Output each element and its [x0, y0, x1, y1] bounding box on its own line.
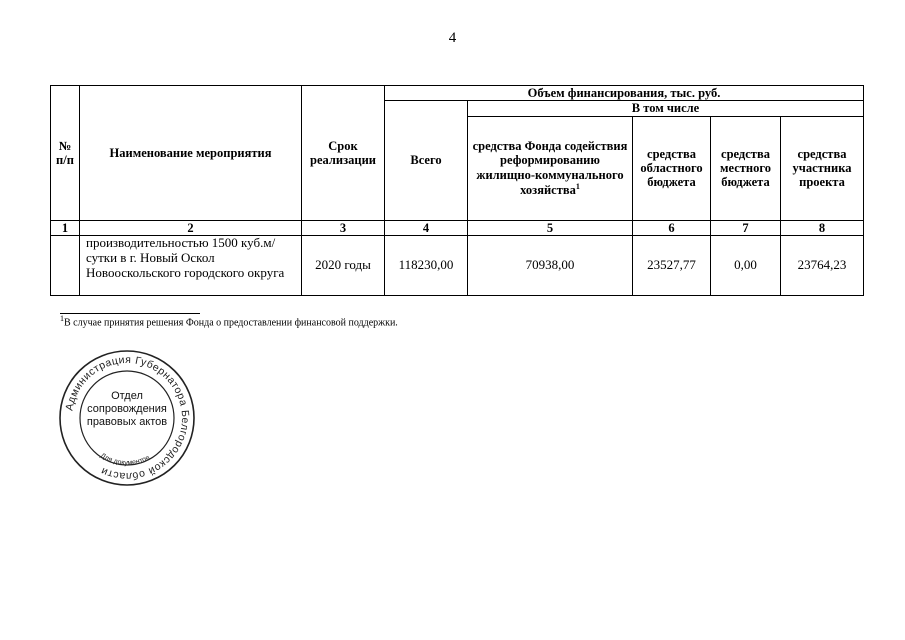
footnote-text: В случае принятия решения Фонда о предоставлении финансовой поддержки. — [64, 317, 398, 329]
footnote — [60, 314, 398, 328]
header-fund — [468, 116, 633, 220]
header-total: Всего — [385, 101, 468, 220]
footnote-mark: 1 — [60, 314, 64, 323]
stamp-center-text: Отдел сопровождения правовых актов — [86, 390, 168, 429]
header-regional: средства областного бюджета — [633, 116, 711, 220]
financing-table — [50, 85, 864, 296]
header-including: В том числе — [468, 101, 864, 116]
header-participant: средства участника проекта — [781, 116, 864, 220]
header-num: № п/п — [51, 86, 80, 221]
official-stamp — [57, 348, 197, 488]
col-number: 2 — [80, 220, 302, 235]
svg-text:Для документов — [99, 452, 151, 467]
row-total: 118230,00 — [385, 236, 468, 296]
row-name: производительностью 1500 куб.м/сутки в г. Новый Оскол Новооскольского городского округа — [80, 236, 302, 296]
header-name: Наименование мероприятия — [80, 86, 302, 221]
header-fund-text: средства Фонда содействия реформированию жилищно-коммунального хозяйства — [472, 138, 628, 198]
row-participant: 23764,23 — [781, 236, 864, 296]
stamp-bottom-text: Для документов — [98, 452, 151, 467]
footnote-ref: 1 — [575, 182, 580, 192]
page-number: 4 — [448, 30, 457, 46]
row-fund: 70938,00 — [468, 236, 633, 296]
header-period: Срок реализации — [302, 86, 385, 221]
col-number: 3 — [302, 220, 385, 235]
row-num — [51, 236, 80, 296]
row-regional: 23527,77 — [633, 236, 711, 296]
col-number: 6 — [633, 220, 711, 235]
col-number: 4 — [385, 220, 468, 235]
col-number: 1 — [51, 220, 80, 235]
row-period: 2020 годы — [302, 236, 385, 296]
col-number: 7 — [711, 220, 781, 235]
column-numbers-row — [51, 220, 864, 235]
header-local: средства местного бюджета — [711, 116, 781, 220]
header-funding-group: Объем финансирования, тыс. руб. — [385, 86, 864, 101]
stamp-ring-text: Администрация Губернатора Белгородской области — [63, 353, 192, 483]
col-number: 5 — [468, 220, 633, 235]
row-local: 0,00 — [711, 236, 781, 296]
table-row — [51, 236, 864, 296]
col-number: 8 — [781, 220, 864, 235]
